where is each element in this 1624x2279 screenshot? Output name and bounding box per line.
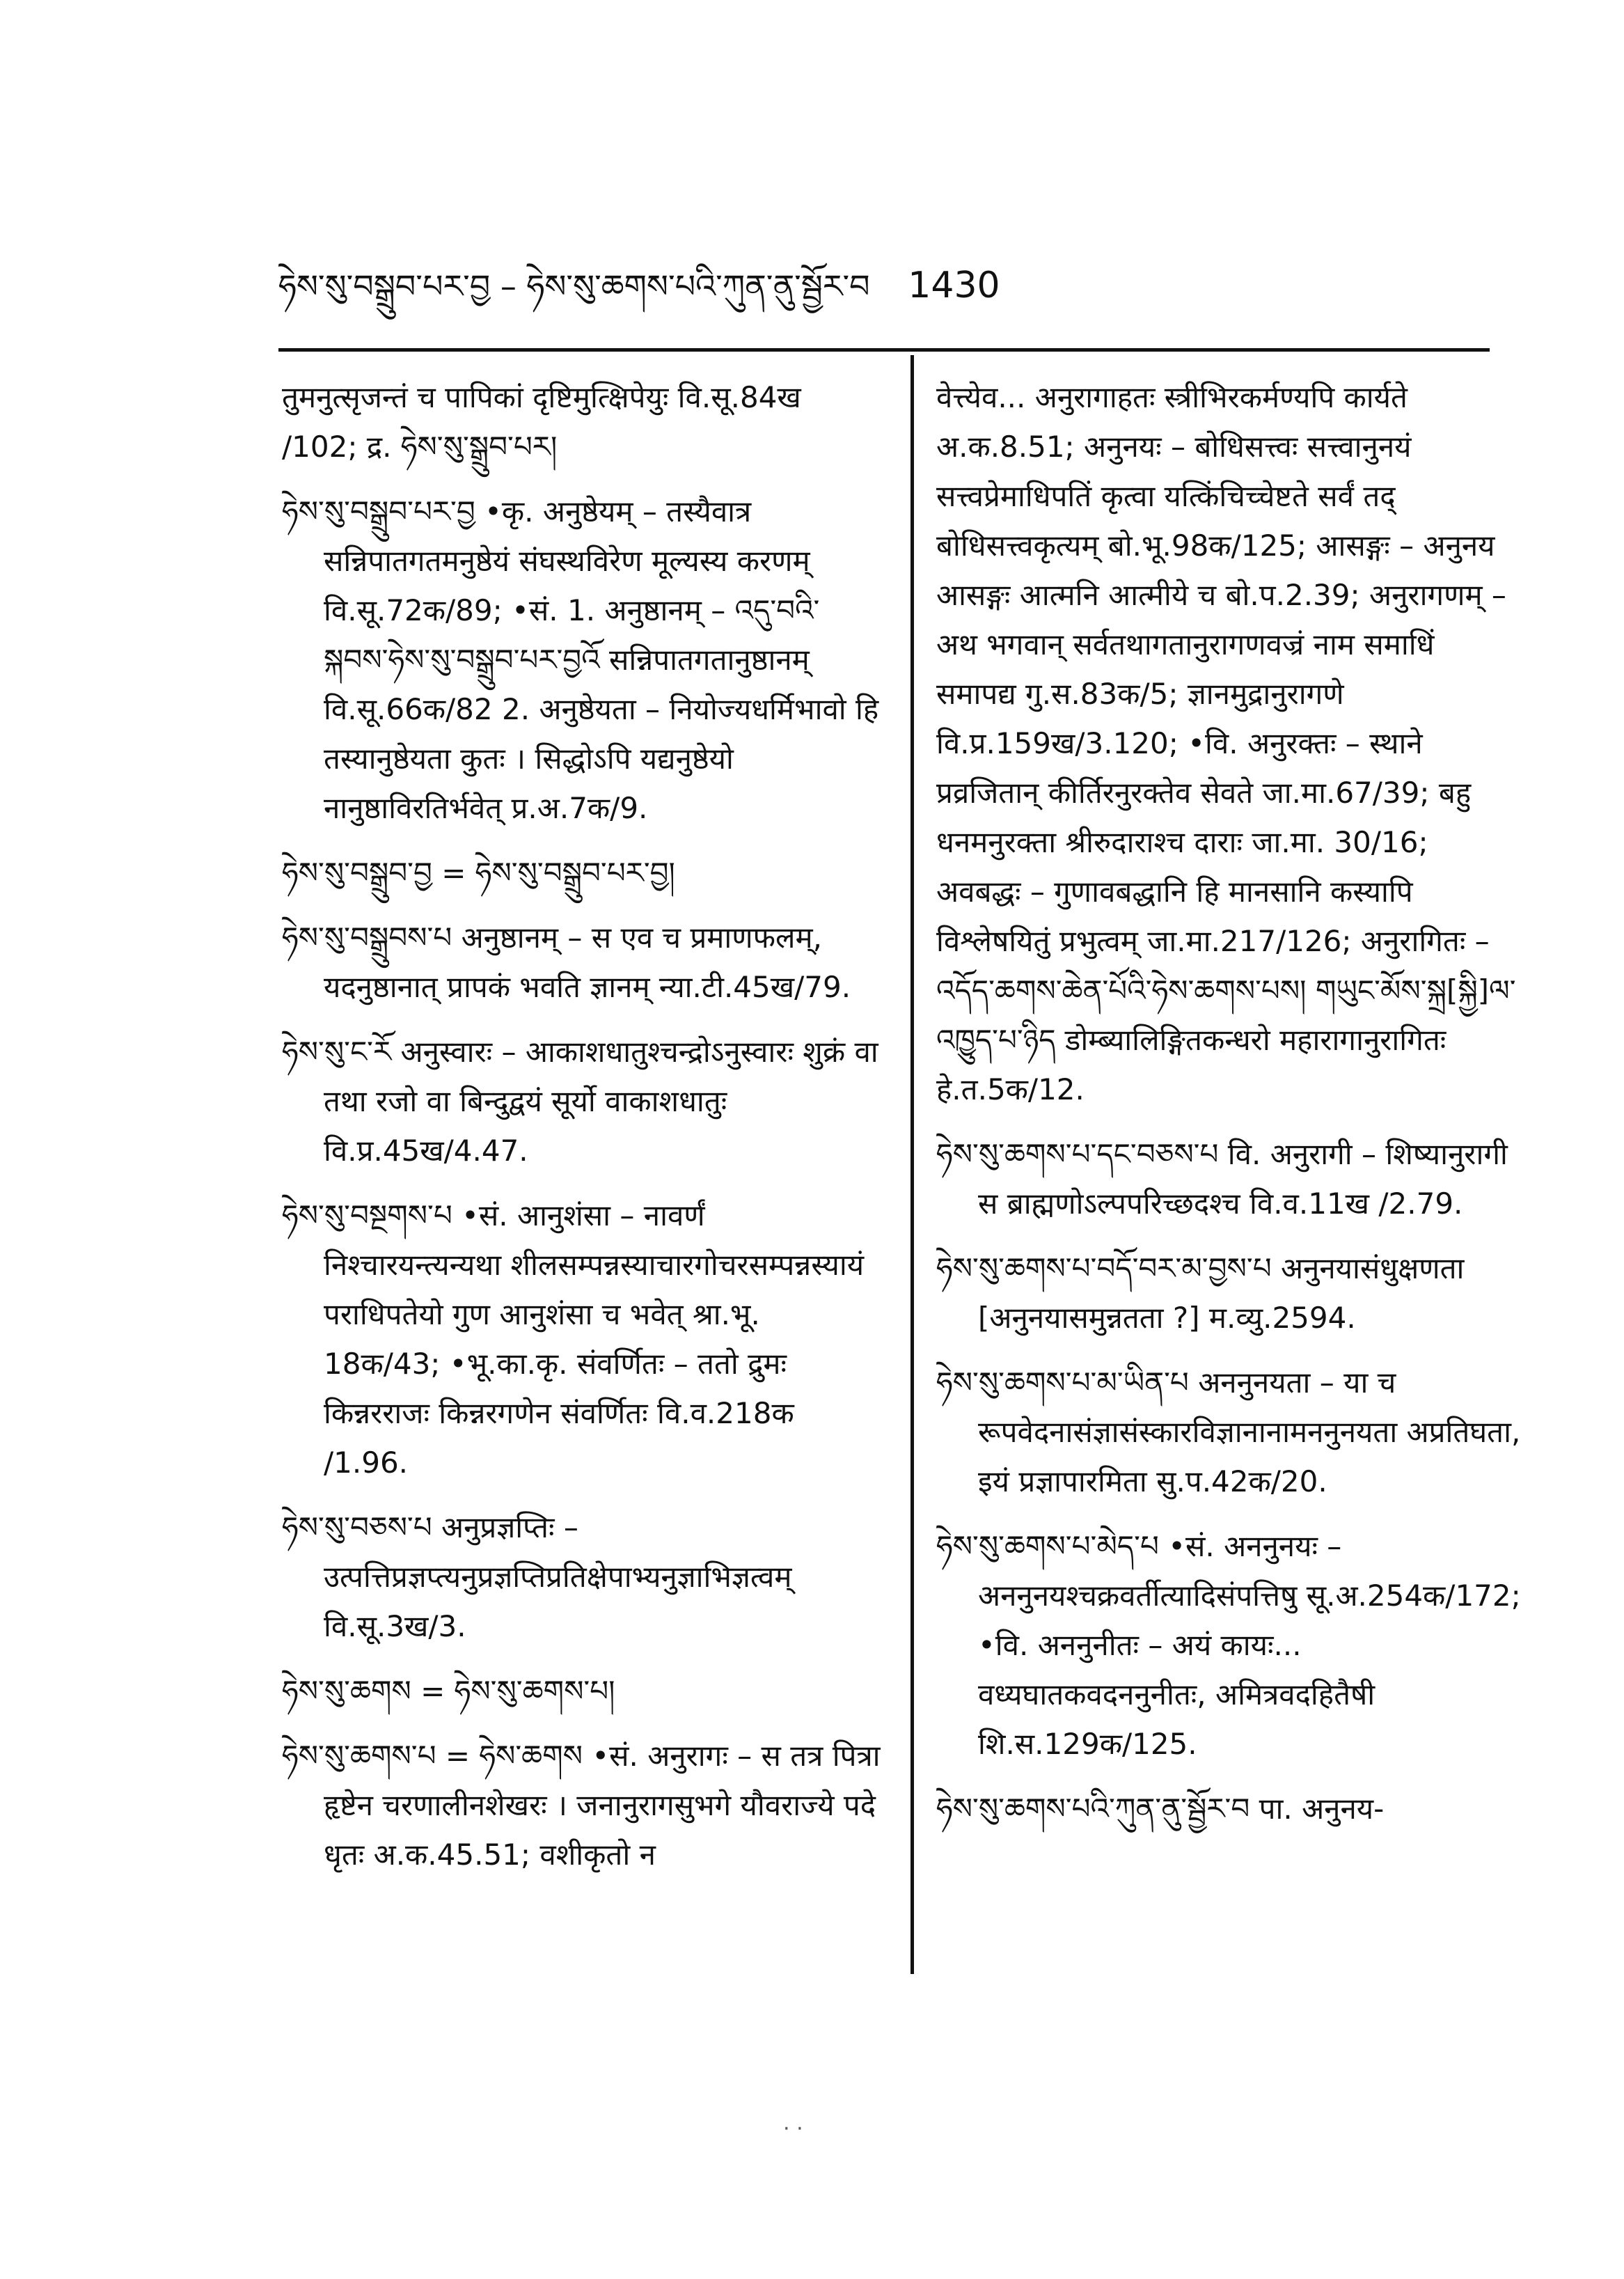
dictionary-entry: ཧེས་སུ་ཆགས = ཧེས་སུ་ཆགས་པ། — [282, 1674, 615, 1708]
dictionary-entry: ཧེས་སུ་བསྔགས་པ •सं. आनुशंसा – नावर्णं निश्चारयन्त्यन्यथा शीलसम्पन्नस्याचारगोचरसम्पन्नस्यायं पराधिपतेयो गुण आनुशंसा च भवेत् श्रा.भू. 18क/43; •भू.का.कृ. संवर्णितः – ततो द्रुमः किन्नरराजः किन्नरगणेन संवर्णितः वि.व.218क /1.96. — [282, 1198, 865, 1480]
header-rule — [278, 348, 1490, 352]
dictionary-entry: ཧེས་སུ་ཆགས་པ་མ་ཡིན་པ अननुनयता – या च रूपवेदनासंज्ञासंस्कारविज्ञानानामननुनयता अप्रतिघता, इयं प्रज्ञापारमिता सु.प.42क/20. — [936, 1365, 1521, 1498]
dictionary-entry: ཧེས་སུ་ཆགས་པ = ཧེས་ཆགས •सं. अनुरागः – स तत्र पित्रा हृष्टेन चरणालीनशेखरः । जनानुरागसुभगे यौवराज्ये पदे धृतः अ.क.45.51; वशीकृतो न — [282, 1739, 881, 1872]
dictionary-entry: ཧེས་སུ་ཆགས་པ་དང་བཅས་པ वि. अनुरागी – शिष्यानुरागी स ब्राह्मणोऽल्पपरिच्छदश्च वि.व.11ख /2.79. — [936, 1137, 1508, 1221]
dictionary-entry: ཧེས་སུ་བསྒྲུབས་པ अनुष्ठानम् – स एव च प्रमाणफलम्, यदनुष्ठानात् प्रापकं भवति ज्ञानम् न्या.टी.45ख/79. — [282, 921, 851, 1004]
dictionary-entry: ཧེས་སུ་བསྒྲུབ་པར་བྱ •कृ. अनुष्ठेयम् – तस्यैवात्र सन्निपातगतमनुष्ठेयं संघस्थविरेण मूल्यस्य करणम् वि.सू.72क/89; •सं. 1. अनुष्ठानम् – འདུ་བའི་ སྐབས་ཧེས་སུ་བསྒྲུབ་པར་བྱའོ सन्निपातगतानुष्ठानम् वि.सू.66क/82 2. अनुष्ठेयता – नियोज्यधर्मिभावो हि तस्यानुष्ठेयता कुतः । सिद्धोऽपि यद्यनुष्ठेयो नानुष्ठाविरतिर्भवेत् प्र.अ.7क/9. — [282, 494, 879, 825]
footer-mark: · · — [783, 2117, 803, 2141]
right-column — [936, 373, 1521, 1849]
dictionary-entry: ཧེས་སུ་བཅས་པ अनुप्रज्ञप्तिः – उत्पत्तिप्रज्ञप्त्यनुप्रज्ञप्तिप्रतिक्षेपाभ्यनुज्ञाभिज्ञत्वम् वि.सू.3ख/3. — [282, 1510, 792, 1643]
header-range: ཧེས་སུ་བསྒྲུབ་པར་བྱ – ཧེས་སུ་ཆགས་པའི་ཀུན་ནུ་སྦྱོར་བ — [278, 267, 870, 305]
dictionary-entry: ཧེས་སུ་བསྒྲུབ་བྱ = ཧེས་སུ་བསྒྲུབ་པར་བྱ། — [282, 856, 675, 890]
page-number: 1430 — [908, 265, 1000, 306]
column-divider — [910, 355, 914, 1974]
dictionary-entry: ཧེས་སུ་ཆགས་པའི་ཀུན་ནུ་སྦྱོར་བ पा. अनुनय- — [936, 1792, 1385, 1826]
dictionary-entry: तुमनुत्सृजन्तं च पापिकां दृष्टिमुत्क्षिपेयुः वि.सू.84ख /102; द्र. ཧེས་སུ་སྒྲུབ་པར། — [282, 380, 801, 464]
dictionary-entry: ཧེས་སུ་ང་རོ अनुस्वारः – आकाशधातुश्चन्द्रोऽनुस्वारः शुक्रं वा तथा रजो वा बिन्दुद्वयं सूर्यो वाकाशधातुः वि.प्र.45ख/4.47. — [282, 1035, 878, 1168]
dictionary-entry: ཧེས་སུ་ཆགས་པ་བདོ་བར་མ་བྱས་པ अनुनयासंधुक्षणता [अनुनयासमुन्नतता ?] म.व्यु.2594. — [936, 1251, 1465, 1335]
running-header — [278, 251, 1531, 320]
dictionary-entry: वेत्त्येव... अनुरागाहतः स्त्रीभिरकर्मण्यपि कार्यते अ.क.8.51; अनुनयः – बोधिसत्त्वः सत्त्वानुनयं सत्त्वप्रेमाधिपतिं कृत्वा यत्किंचिच्चेष्टते सर्वं तद् बोधिसत्त्वकृत्यम् बो.भू.98क/125; आसङ्गः – अनुनय आसङ्गः आत्मनि आत्मीये च बो.प.2.39; अनुरागणम् – अथ भगवान् सर्वतथागतानुरागणवज्रं नाम समाधिं समापद्य गु.स.83क/5; ज्ञानमुद्रानुरागणे वि.प्र.159ख/3.120; •वि. अनुरक्तः – स्थाने प्रव्रजितान् कीर्तिरनुरक्तेव सेवते जा.मा.67/39; बहु धनमनुरक्ता श्रीरुदाराश्च दाराः जा.मा. 30/16; अवबद्धः – गुणावबद्धानि हि मानसानि कस्यापि विश्लेषयितुं प्रभुत्वम् जा.मा.217/126; अनुरागितः – འདོད་ཆགས་ཆེན་པོའི་ཧེས་ཆགས་པས། གཡུང་མོས་སྐྲ[སྐྱི]ལ་འཁྱུད་པ་ཉིད डोम्ब्यालिङ्गितकन्धरो महारागानुरागितः हे.त.5क/12. — [936, 380, 1516, 1106]
left-column — [282, 373, 881, 1895]
dictionary-entry: ཧེས་སུ་ཆགས་པ་མེད་པ •सं. अननुनयः – अननुनयश्चक्रवर्तीत्यादिसंपत्तिषु सू.अ.254क/172; •वि. अननुनीतः – अयं कायः... वध्यघातकवदननुनीतः, अमित्रवदहितैषी शि.स.129क/125. — [936, 1529, 1521, 1761]
